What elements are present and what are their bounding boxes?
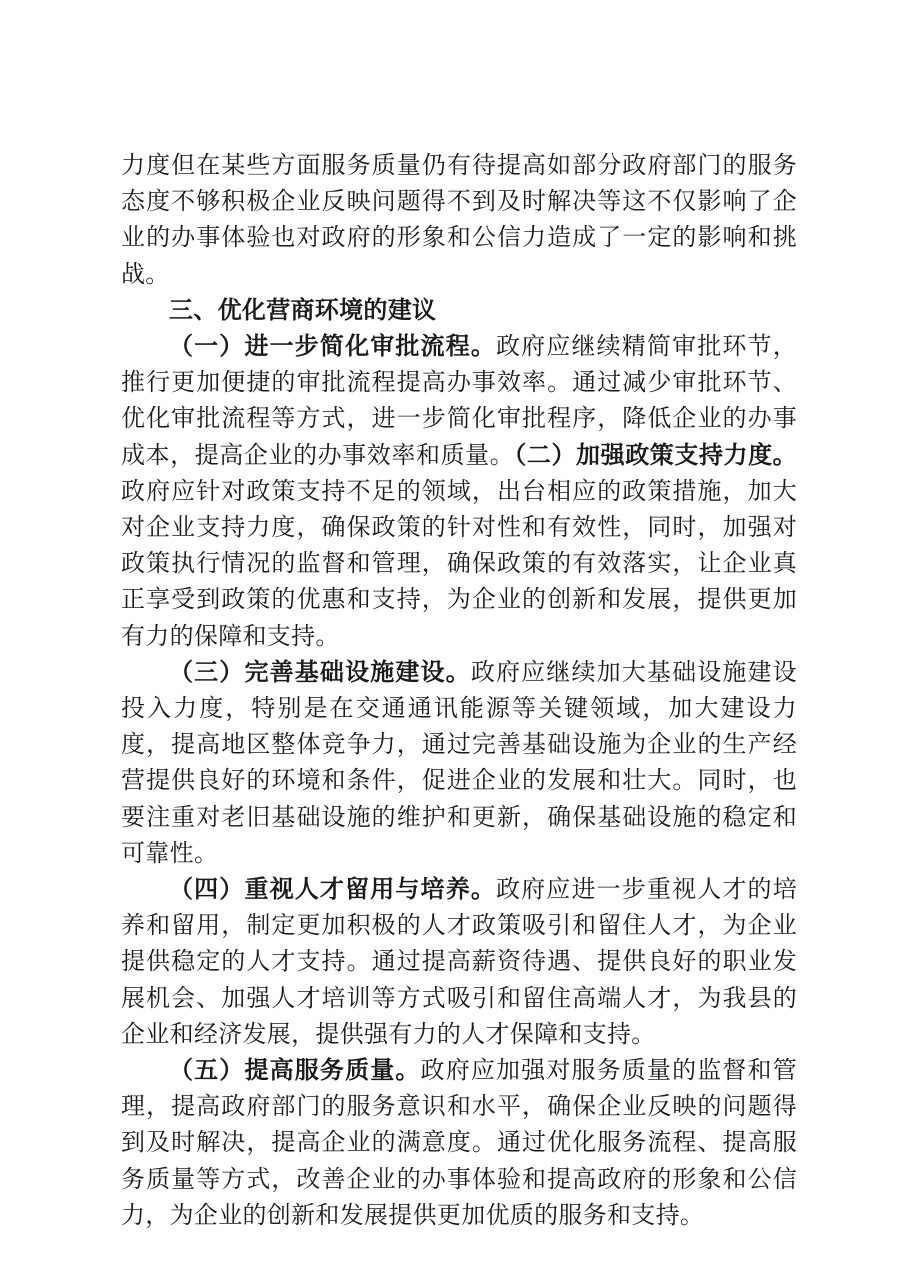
paragraph-3	[121, 654, 797, 871]
document-body	[121, 147, 797, 1233]
paragraph-2-body: 政府应针对政策支持不足的领域，出台相应的政策措施，加大对企业支持力度，确保政策的针对性和有效性，同时，加强对政策执行情况的监督和管理，确保政策的有效落实，让企业真正享受到政策的优惠和支持，为企业的创新和发展，提供更加有力的保障和支持。	[121, 476, 797, 650]
paragraph-5	[121, 1052, 797, 1233]
paragraph-4-lead: （四）重视人才留用与培养。	[169, 875, 496, 904]
paragraph-1	[121, 328, 797, 654]
section-heading: 三、优化营商环境的建议	[169, 295, 437, 324]
paragraph-2-lead: （二）加强政策支持力度。	[514, 440, 797, 469]
paragraph-5-body: 政府应加强对服务质量的监督和管理，提高政府部门的服务意识和水平，确保企业反映的问题得到及时解决，提高企业的满意度。通过优化服务流程、提高服务质量等方式，改善企业的办事体验和提高政府的形象和公信力，为企业的创新和发展提供更加优质的服务和支持。	[121, 1056, 798, 1229]
paragraph-1-lead: （一）进一步简化审批流程。	[169, 332, 496, 361]
paragraph-4	[121, 871, 797, 1052]
paragraph-4-body: 政府应进一步重视人才的培养和留用，制定更加积极的人才政策吸引和留住人才，为企业提供稳定的人才支持。通过提高薪资待遇、提供良好的职业发展机会、加强人才培训等方式吸引和留住高端人才，为我县的企业和经济发展，提供强有力的人才保障和支持。	[121, 875, 797, 1048]
paragraph-5-lead: （五）提高服务质量。	[169, 1056, 421, 1085]
paragraph-1-body: 政府应继续精简审批环节，推行更加便捷的审批流程提高办事效率。通过减少审批环节、优化审批流程等方式，进一步简化审批程序，降低企业的办事成本，提高企业的办事效率和质量。	[121, 332, 797, 469]
continuation-paragraph	[121, 147, 797, 292]
continuation-text: 力度但在某些方面服务质量仍有待提高如部分政府部门的服务态度不够积极企业反映问题得不到及时解决等这不仅影响了企业的办事体验也对政府的形象和公信力造成了一定的影响和挑战。	[121, 151, 797, 288]
paragraph-3-lead: （三）完善基础设施建设。	[169, 657, 471, 686]
paragraph-3-body: 政府应继续加大基础设施建设投入力度，特别是在交通通讯能源等关键领域，加大建设力度，提高地区整体竞争力，通过完善基础设施为企业的生产经营提供良好的环境和条件，促进企业的发展和壮大。同时，也要注重对老旧基础设施的维护和更新，确保基础设施的稳定和可靠性。	[121, 657, 797, 867]
